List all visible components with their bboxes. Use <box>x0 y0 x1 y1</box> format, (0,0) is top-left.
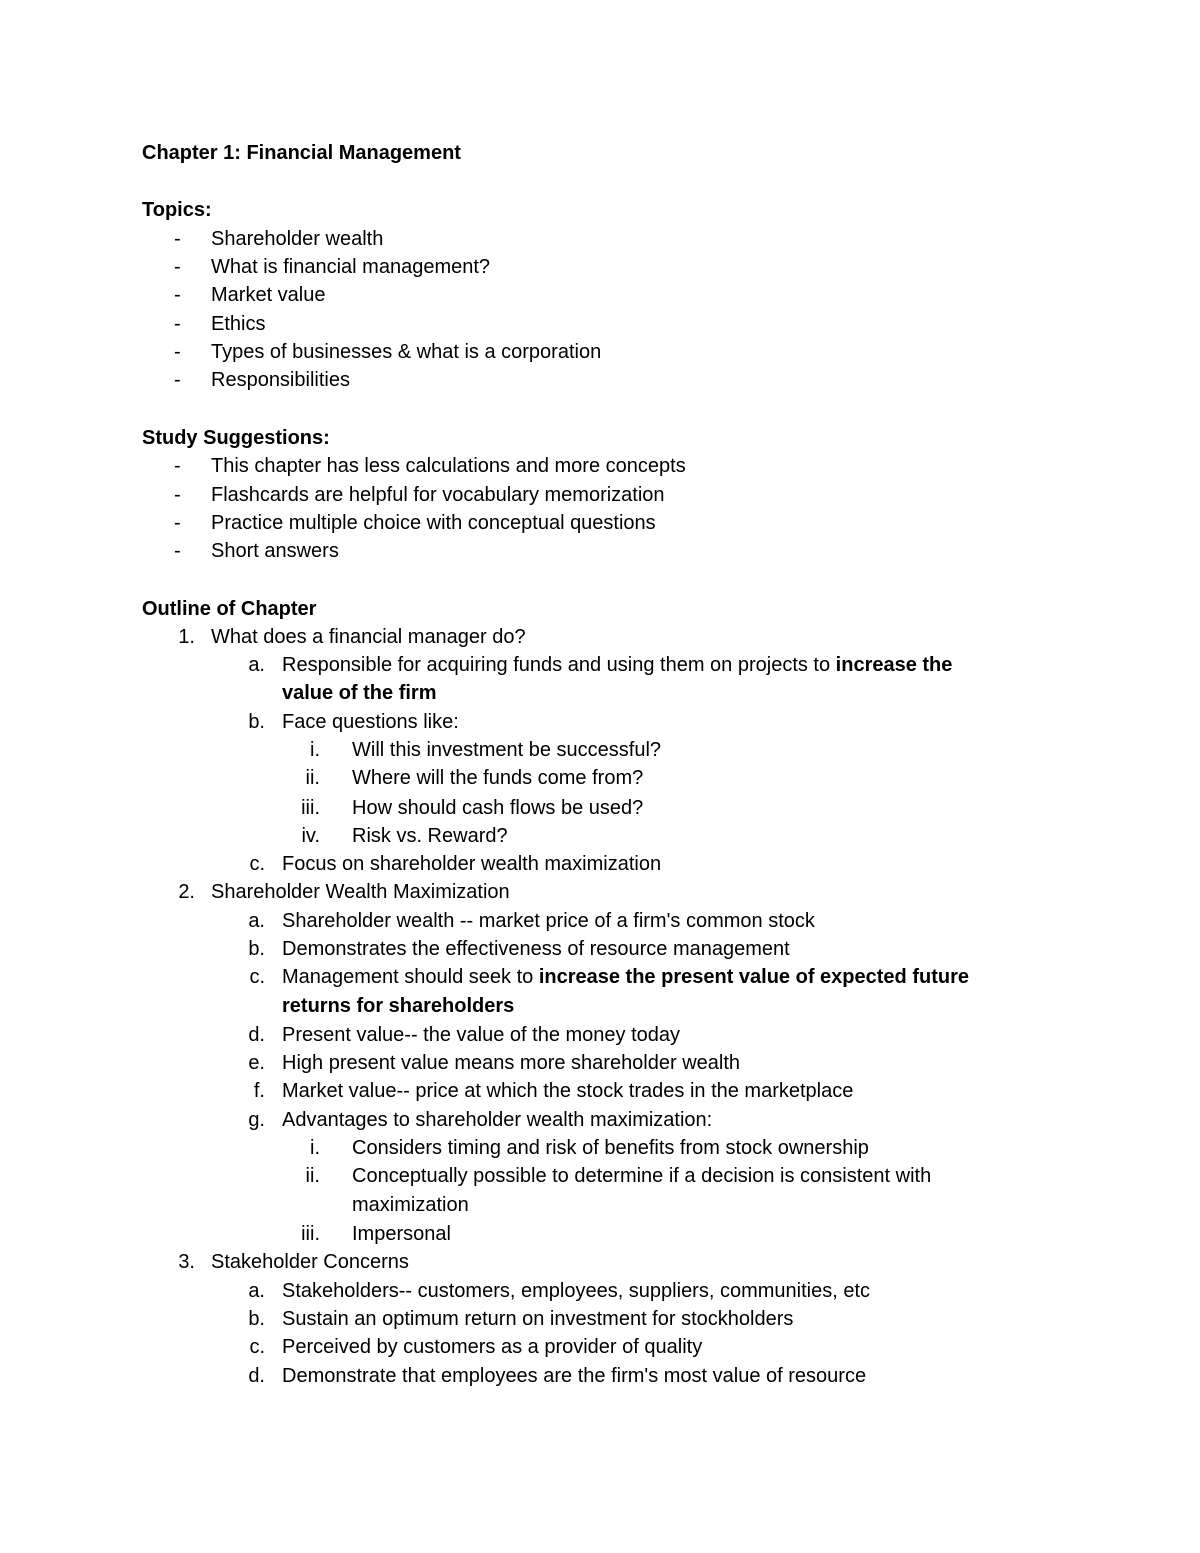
list-item: Shareholder wealth -- market price of a firm's common stock <box>282 910 815 932</box>
bullet-dash: - <box>174 369 181 391</box>
list-item: Where will the funds come from? <box>352 767 644 789</box>
list-item: Stakeholder Concerns <box>211 1251 409 1273</box>
bullet-dash: - <box>174 512 181 534</box>
list-item: Market value <box>211 284 326 306</box>
list-letter: a. <box>248 910 265 932</box>
list-letter: a. <box>248 654 265 676</box>
bullet-dash: - <box>174 341 181 363</box>
list-number: 2. <box>178 881 195 903</box>
list-letter: f. <box>253 1080 265 1102</box>
bullet-dash: - <box>174 284 181 306</box>
list-item: How should cash flows be used? <box>352 797 644 819</box>
list-item: What is financial management? <box>211 256 491 278</box>
list-item: Management should seek to increase the present value of expected future <box>282 966 969 988</box>
list-number: 1. <box>178 626 195 648</box>
list-item: Sustain an optimum return on investment for stockholders <box>282 1308 794 1330</box>
list-letter: c. <box>249 966 265 988</box>
list-item: Considers timing and risk of benefits from stock ownership <box>352 1137 869 1159</box>
list-item: What does a financial manager do? <box>211 626 526 648</box>
list-letter: d. <box>248 1365 265 1387</box>
bullet-dash: - <box>174 256 181 278</box>
list-letter: a. <box>248 1280 265 1302</box>
list-letter: e. <box>248 1052 265 1074</box>
list-item-continuation: returns for shareholders <box>282 995 515 1017</box>
list-letter: b. <box>248 711 265 733</box>
list-roman: iii. <box>301 797 320 819</box>
list-item: Practice multiple choice with conceptual questions <box>211 512 656 534</box>
outline-heading: Outline of Chapter <box>142 598 317 620</box>
list-letter: d. <box>248 1024 265 1046</box>
list-item: Focus on shareholder wealth maximization <box>282 853 662 875</box>
list-item: Flashcards are helpful for vocabulary memorization <box>211 484 665 506</box>
list-item: Advantages to shareholder wealth maximization: <box>282 1109 713 1131</box>
list-letter: g. <box>248 1109 265 1131</box>
list-item: Perceived by customers as a provider of quality <box>282 1336 703 1358</box>
list-letter: c. <box>249 1336 265 1358</box>
list-item: Ethics <box>211 313 266 335</box>
bullet-dash: - <box>174 484 181 506</box>
list-item: Demonstrate that employees are the firm's most value of resource <box>282 1365 867 1387</box>
list-letter: b. <box>248 1308 265 1330</box>
list-letter: c. <box>249 853 265 875</box>
bullet-dash: - <box>174 540 181 562</box>
list-item: Conceptually possible to determine if a decision is consistent with <box>352 1165 932 1187</box>
list-item: Responsibilities <box>211 369 350 391</box>
document-title: Chapter 1: Financial Management <box>142 142 461 164</box>
bullet-dash: - <box>174 228 181 250</box>
list-number: 3. <box>178 1251 195 1273</box>
list-roman: ii. <box>305 767 320 789</box>
list-roman: iv. <box>301 825 320 847</box>
list-item: This chapter has less calculations and more concepts <box>211 455 686 477</box>
list-item: Market value-- price at which the stock trades in the marketplace <box>282 1080 854 1102</box>
list-roman: i. <box>310 739 320 761</box>
list-item: Demonstrates the effectiveness of resource management <box>282 938 790 960</box>
list-item: Shareholder Wealth Maximization <box>211 881 510 903</box>
list-item: Short answers <box>211 540 339 562</box>
list-item: Types of businesses & what is a corporation <box>211 341 602 363</box>
bullet-dash: - <box>174 313 181 335</box>
list-item: Will this investment be successful? <box>352 739 662 761</box>
list-letter: b. <box>248 938 265 960</box>
list-roman: i. <box>310 1137 320 1159</box>
list-item: Present value-- the value of the money today <box>282 1024 681 1046</box>
list-item: High present value means more shareholder wealth <box>282 1052 741 1074</box>
study-suggestions-heading: Study Suggestions: <box>142 427 330 449</box>
bullet-dash: - <box>174 455 181 477</box>
list-item: Stakeholders-- customers, employees, suppliers, communities, etc <box>282 1280 871 1302</box>
list-item: Responsible for acquiring funds and using them on projects to increase the <box>282 654 953 676</box>
list-item: Impersonal <box>352 1223 451 1245</box>
list-item: Risk vs. Reward? <box>352 825 508 847</box>
list-item: Shareholder wealth <box>211 228 384 250</box>
list-roman: iii. <box>301 1223 320 1245</box>
list-item-continuation: maximization <box>352 1194 469 1216</box>
topics-heading: Topics: <box>142 199 212 221</box>
list-roman: ii. <box>305 1165 320 1187</box>
list-item-continuation: value of the firm <box>282 682 437 704</box>
list-item: Face questions like: <box>282 711 459 733</box>
